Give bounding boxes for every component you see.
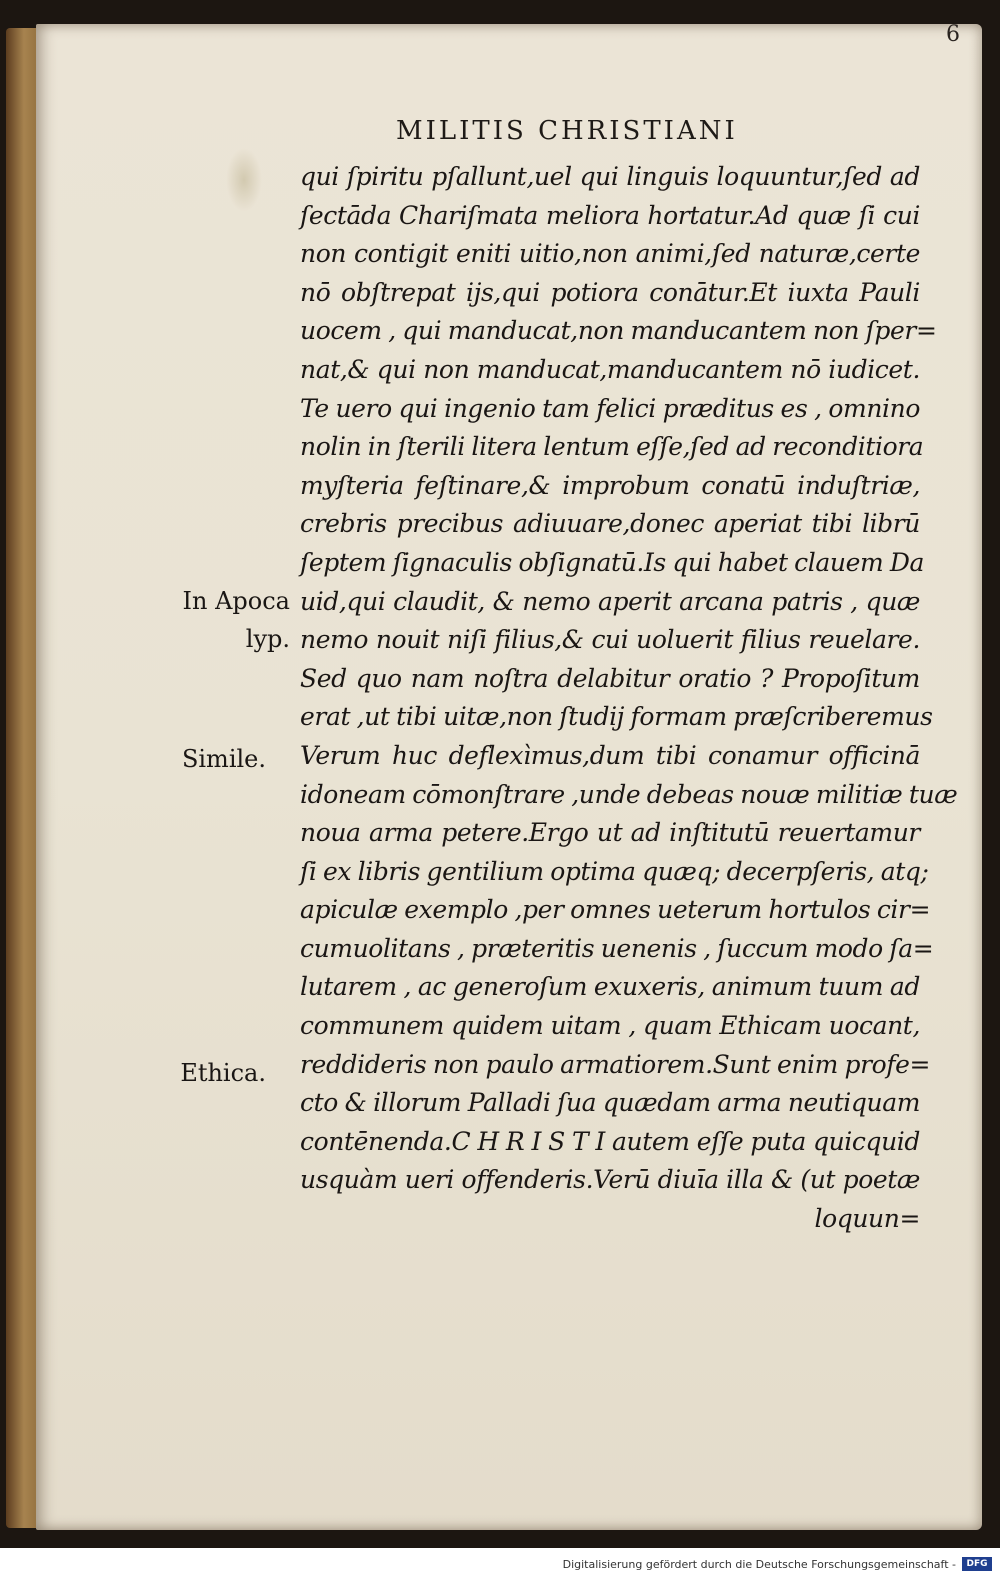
- text-line: qui ſpiritu pſallunt,uel qui linguis loquuntur,ſed ad: [300, 162, 920, 191]
- text-line: ſi ex libris gentilium optima quæq; decerpſeris, atq;: [300, 856, 929, 886]
- running-head: MILITIS CHRISTIANI: [396, 116, 738, 146]
- text-line: Verum huc deflexìmus,dum tibi conamur officinā: [300, 740, 920, 770]
- body-text: [300, 158, 958, 1239]
- catchword: loquun=: [814, 1204, 920, 1234]
- page-number: 6: [946, 22, 960, 47]
- text-line: ſectāda Chariſmata meliora hortatur.Ad quæ ſi cui: [300, 200, 920, 230]
- footer-credit: Digitalisierung gefördert durch die Deutsche Forschungsgemeinschaft -: [562, 1558, 956, 1571]
- text-line: Sed quo nam noſtra delabitur oratio ? Propoſitum: [300, 663, 920, 693]
- text-line: apiculæ exemplo ,per omnes ueterum hortulos cir=: [300, 895, 931, 925]
- dfg-logo: DFG: [962, 1557, 992, 1571]
- paper-stain: [226, 148, 262, 212]
- margin-note-simile: Simile.: [181, 745, 266, 773]
- margin-note-ethica: Ethica.: [180, 1059, 266, 1087]
- text-line: lutarem , ac generoſum exuxeris, animum tuum ad: [300, 972, 920, 1002]
- text-line: reddideris non paulo armatiorem.Sunt enim profe=: [300, 1049, 931, 1079]
- text-line: Te uero qui ingenio tam felici præditus es , omnino: [300, 393, 920, 423]
- text-line: noua arma petere.Ergo ut ad inſtitutū reuertamur: [300, 818, 920, 848]
- text-line: communem quidem uitam , quam Ethicam uocant,: [300, 1011, 920, 1041]
- text-line: uid,qui claudit, & nemo aperit arcana patris , quæ: [300, 586, 920, 616]
- text-line: nō obſtrepat iјs,qui potiora conātur.Et iuxta Pauli: [300, 277, 920, 307]
- text-line: usquàm ueri offenderis.Verū diuīa illa & (ut poetæ: [300, 1165, 920, 1195]
- margin-note-apoca-2: lyp.: [245, 625, 290, 653]
- text-line: contēnenda.C H R I S T I autem eſſe puta quicquid: [300, 1126, 920, 1156]
- text-line: idoneam cōmonſtrare ,unde debeas nouæ militiæ tuæ: [300, 779, 958, 809]
- margin-note-apoca-1: In Apoca: [182, 587, 290, 615]
- text-line: non contigit eniti uitio,non animi,ſed naturæ,certe: [300, 239, 920, 269]
- text-line: myſteria feſtinare,& improbum conatū induſtriæ,: [300, 470, 920, 500]
- footer-bar: [0, 1548, 1000, 1586]
- text-line: nat,& qui non manducat,manducantem nō iudicet.: [300, 354, 920, 384]
- text-line: uocem , qui manducat,non manducantem non ſper=: [300, 316, 937, 346]
- text-line: erat ,ut tibi uitæ,non ſtudij formam præſcriberemus: [300, 702, 933, 732]
- text-line: cto & illorum Palladi ſua quædam arma neutiquam: [300, 1088, 920, 1118]
- text-line: ſeptem ſignaculis obſignatū.Is qui habet clauem Da: [300, 547, 924, 577]
- text-line: cumuolitans , præteritis uenenis , ſuccum modo ſa=: [300, 933, 934, 963]
- text-line: nemo nouit niſi filius,& cui uoluerit filius reuelare.: [300, 625, 920, 655]
- text-line: nolin in ſterili litera lentum eſſe,ſed ad reconditiora: [300, 432, 924, 462]
- text-line: crebris precibus adiuuare,donec aperiat tibi librū: [300, 509, 920, 539]
